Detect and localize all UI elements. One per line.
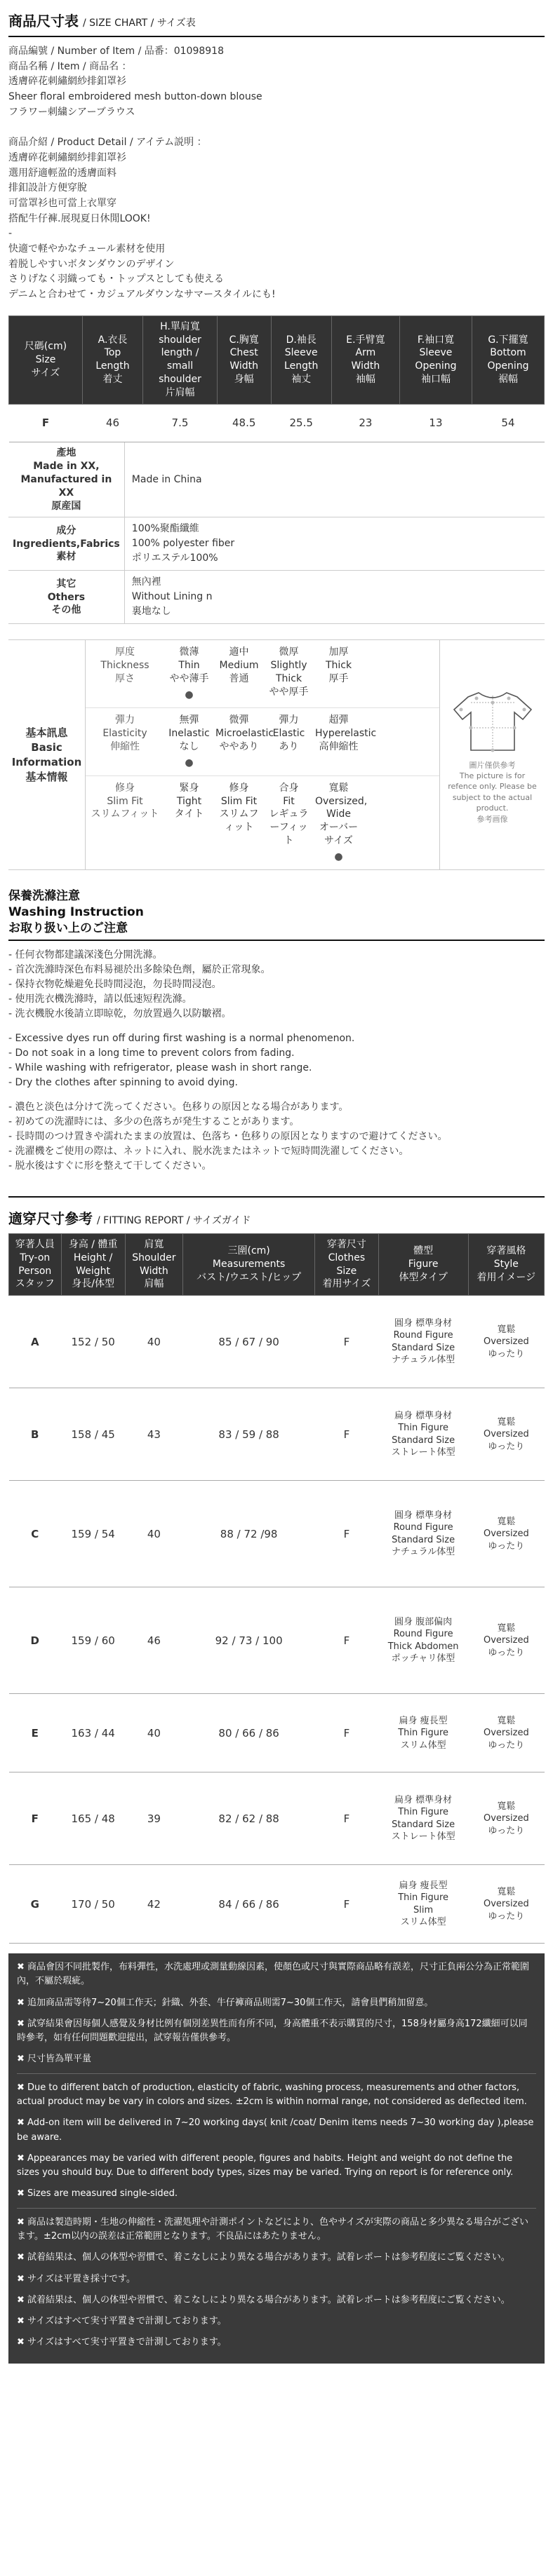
size-table-cell: 46: [82, 405, 142, 442]
care-title-line: 保養洗滌注意: [8, 888, 80, 903]
notes-divider: [17, 2073, 536, 2074]
fitting-table-row: [9, 1481, 545, 1587]
basic-info-option-label: 微薄 Thin やや薄手: [169, 646, 209, 685]
fitting-size: F: [315, 1481, 378, 1587]
fitting-figure: 圓身 標準身材 Round Figure Standard Size ナチュラル体型: [378, 1296, 468, 1388]
basic-info-panel: [8, 639, 545, 869]
care-paragraph: - 任何衣物都建議深淺色分開洗滌。 - 首次洗滌時深色布料易褪於出多餘染色劑，屬於正常現象。 - 保持衣物乾燥避免長時間浸泡，勿長時間浸泡。 - 使用洗衣機洗滌時，請以低速短程洗滌。 - 洗衣機脫水後請立即晾乾，勿放置過久以防皺褶。: [8, 949, 271, 1019]
basic-info-option-label: 寬鬆 Oversized, Wide オーバーサイズ: [315, 782, 368, 847]
basic-info-row-label: 彈力 Elasticity 伸縮性: [102, 714, 147, 752]
selected-dot-icon: ●: [334, 851, 343, 863]
basic-info-row: [86, 708, 439, 776]
fitting-person: A: [9, 1296, 62, 1388]
fitting-person: D: [9, 1587, 62, 1694]
basic-info-option: [314, 776, 368, 869]
fitting-measurements: 85 / 67 / 90: [183, 1296, 315, 1388]
washing-instruction-body: [0, 941, 553, 1191]
materials-label: 其它 Others その他: [8, 571, 124, 624]
note-item: ✖ 試着結果は、個人の体型や習慣で、着こなしにより異なる場合があります。試着レポートは参考程度にご覧ください。: [17, 2252, 510, 2263]
fitting-measurements: 88 / 72 /98: [183, 1481, 315, 1587]
basic-info-option-label: 修身 Slim Fit スリムフィット: [219, 782, 259, 834]
fitting-style: 寬鬆 Oversized ゆったり: [468, 1481, 544, 1587]
fitting-figure: 圓身 腹部偏肉 Round Figure Thick Abdomen ポッチャリ体型: [378, 1587, 468, 1694]
size-chart-subtitle: / SIZE CHART / サイズ表: [83, 18, 196, 29]
size-table-row: [9, 405, 545, 442]
basic-info-option-label: 微彈 Microelastic ややあり: [215, 714, 274, 752]
fitting-table-header: 體型 Figure 体型タイプ: [378, 1233, 468, 1296]
materials-table: [8, 442, 545, 624]
note-item: ✖ Due to different batch of production, elasticity of fabric, washing process, measurements and other factors, actual product may be vary in colors and sizes. ±2cm is within normal range, not considered as deflected item.: [17, 2082, 527, 2108]
fitting-figure: 扁身 瘦長型 Thin Figure Slim スリム体型: [378, 1865, 468, 1944]
note-item: ✖ Sizes are measured single-sided.: [17, 2188, 178, 2199]
materials-label: 產地 Made in XX, Manufactured in XX 原産国: [8, 442, 124, 517]
note-item: ✖ 商品は製造時期・生地の伸縮性・洗濯処理や計測ポイントなどにより、色やサイズが実際の商品と多少異なる場合がございます。±2cm以内の誤差は正常範囲となります。不良品にはあたりません。: [17, 2217, 528, 2242]
basic-info-grid: [86, 640, 439, 869]
fitting-shoulder: 42: [125, 1865, 182, 1944]
fitting-shoulder: 46: [125, 1587, 182, 1694]
fitting-figure: 扁身 瘦長型 Thin Figure スリム体型: [378, 1694, 468, 1772]
basic-info-option: [214, 776, 264, 869]
basic-info-option-label: 彈力 Elastic あり: [272, 714, 305, 752]
materials-row: [8, 517, 545, 571]
basic-info-option: [264, 776, 314, 869]
notes-panel: [8, 1953, 545, 2364]
size-table-header: D.袖長 Sleeve Length 袖丈: [271, 316, 331, 404]
fitting-report-heading: [0, 1198, 553, 1233]
fitting-style: 寬鬆 Oversized ゆったり: [468, 1772, 544, 1865]
materials-value: Made in China: [124, 442, 545, 517]
fitting-height-weight: 159 / 54: [61, 1481, 125, 1587]
selected-dot-icon: ●: [185, 757, 194, 768]
basic-info-option-label: 微厚 Slightly Thick やや厚手: [269, 646, 309, 698]
fitting-size: F: [315, 1865, 378, 1944]
fitting-table-header: 穿著風格 Style 着用イメージ: [468, 1233, 544, 1296]
size-chart-heading: [0, 0, 553, 36]
image-disclaimer: 圖片僅供參考 The picture is for refence only. Please be subject to the actual product. 參考画像: [448, 760, 537, 824]
basic-info-option-label: 合身 Fit レギュラーフィット: [269, 782, 309, 847]
size-table-cell: 48.5: [217, 405, 271, 442]
materials-row: [8, 442, 545, 517]
fitting-figure: 扁身 標準身材 Thin Figure Standard Size ストレート体型: [378, 1388, 468, 1481]
size-table-cell: 13: [399, 405, 472, 442]
fitting-height-weight: 165 / 48: [61, 1772, 125, 1865]
size-table-cell: 25.5: [271, 405, 331, 442]
fitting-measurements: 92 / 73 / 100: [183, 1587, 315, 1694]
materials-value: 100%聚酯纖維 100% polyester fiber ポリエステル100%: [124, 517, 545, 571]
fitting-height-weight: 163 / 44: [61, 1694, 125, 1772]
fitting-size: F: [315, 1296, 378, 1388]
fitting-subtitle: / FITTING REPORT / サイズガイド: [97, 1214, 251, 1226]
fitting-shoulder: 43: [125, 1388, 182, 1481]
fitting-style: 寬鬆 Oversized ゆったり: [468, 1865, 544, 1944]
basic-info-option: [314, 640, 364, 707]
basic-info-option: [214, 708, 274, 775]
size-chart-title: 商品尺寸表: [8, 13, 79, 29]
note-item: ✖ 試着結果は、個人の体型や習慣で、着こなしにより異なる場合があります。試着レポートは参考程度にご覧ください。: [17, 2294, 510, 2305]
fitting-person: B: [9, 1388, 62, 1481]
fitting-table-row: [9, 1587, 545, 1694]
note-item: ✖ Appearances may be varied with different people, figures and habits. Height and weight do not define the sizes you should buy. Due to different body types, sizes may be varied. Trying on report is for reference only.: [17, 2153, 514, 2178]
basic-info-option: [164, 640, 214, 707]
fitting-measurements: 82 / 62 / 88: [183, 1772, 315, 1865]
fitting-table-row: [9, 1694, 545, 1772]
fitting-style: 寬鬆 Oversized ゆったり: [468, 1587, 544, 1694]
fitting-table-row: [9, 1772, 545, 1865]
note-item: ✖ サイズはすべて実寸平置きで計測しております。: [17, 2315, 227, 2326]
fitting-table: [8, 1233, 545, 1944]
fitting-size: F: [315, 1587, 378, 1694]
fitting-table-row: [9, 1865, 545, 1944]
size-table-header: E.手臂寬 Arm Width 袖幅: [331, 316, 399, 404]
fitting-table-header: 三圍(cm) Measurements バスト/ウエスト/ヒップ: [183, 1233, 315, 1296]
fitting-style: 寬鬆 Oversized ゆったり: [468, 1388, 544, 1481]
fitting-style: 寬鬆 Oversized ゆったり: [468, 1694, 544, 1772]
fitting-shoulder: 40: [125, 1694, 182, 1772]
size-table: [8, 316, 545, 442]
fitting-shoulder: 39: [125, 1772, 182, 1865]
washing-instruction-heading: [0, 870, 553, 940]
fitting-table-header: 穿著尺寸 Clothes Size 着用サイズ: [315, 1233, 378, 1296]
fitting-person: F: [9, 1772, 62, 1865]
care-title-line: お取り扱い上のご注意: [8, 921, 128, 935]
fitting-table-header: 身高 / 體重 Height / Weight 身長/体型: [61, 1233, 125, 1296]
size-table-header: H.單肩寬 shoulder length / small shoulder 片肩幅: [143, 316, 218, 404]
fitting-height-weight: 159 / 60: [61, 1587, 125, 1694]
basic-info-option: [314, 708, 377, 775]
fitting-height-weight: 152 / 50: [61, 1296, 125, 1388]
materials-label: 成分 Ingredients,Fabrics 素材: [8, 517, 124, 571]
fitting-figure: 圓身 標準身材 Round Figure Standard Size ナチュラル体型: [378, 1481, 468, 1587]
basic-info-option: [164, 708, 214, 775]
basic-info-option-label: 緊身 Tight タイト: [174, 782, 204, 820]
note-item: ✖ サイズは平置き採寸です。: [17, 2273, 135, 2284]
fitting-measurements: 83 / 59 / 88: [183, 1388, 315, 1481]
basic-info-option: [164, 776, 214, 869]
basic-info-option: [214, 640, 264, 707]
fitting-height-weight: 170 / 50: [61, 1865, 125, 1944]
fitting-measurements: 80 / 66 / 86: [183, 1694, 315, 1772]
fitting-table-header: 穿著人員 Try-on Person スタッフ: [9, 1233, 62, 1296]
size-table-cell: 54: [472, 405, 544, 442]
fitting-size: F: [315, 1772, 378, 1865]
size-table-header: A.衣長 Top Length 着丈: [82, 316, 142, 404]
fitting-shoulder: 40: [125, 1296, 182, 1388]
materials-row: [8, 571, 545, 624]
care-paragraph: - Excessive dyes run off during first washing is a normal phenomenon. - Do not soak in a long time to prevent colors from fading. - While washing with refrigerator, please wash in short range. - Dry the clothes after spinning to avoid dying.: [8, 1032, 355, 1088]
basic-info-row-label: 修身 Slim Fit スリムフィット: [91, 782, 159, 820]
fitting-table-row: [9, 1388, 545, 1481]
tshirt-diagram: [439, 640, 545, 869]
tshirt-outline-icon: [447, 686, 538, 756]
basic-info-option-label: 適中 Medium 普通: [219, 646, 259, 685]
basic-info-option: [264, 640, 314, 707]
fitting-size: F: [315, 1694, 378, 1772]
note-item: ✖ Add-on item will be delivered in 7~20 working days( knit /coat/ Denim items needs 7~30 working day ),please be aware.: [17, 2117, 534, 2143]
basic-info-row: [86, 640, 439, 708]
product-info: 商品編號 / Number of Item / 品番：01098918 商品名稱 / Item / 商品名 ： 透膚碎花刺繡網紗排釦罩衫 Sheer floral embroidered mesh button-down blouse フラワー刺繍シアーブラウス 商品介紹 / Product Detail / アイテム説明 ： 透膚碎花刺繡網紗排釦罩衫 選用舒適輕盈的透膚面料 排釦設計方便穿脫 可當罩衫也可當上衣單穿 搭配牛仔褲.展現夏日休閒LOOK! - 快適で軽やかなチュール素材を使用 着脱しやすいボタンダウンのデザイン さりげなく羽織っても・トップスとしても使える デニムと合わせて・カジュアルダウンなサマースタイルにも!: [8, 46, 276, 300]
care-title-line: Washing Instruction: [8, 904, 144, 919]
size-table-cell: 7.5: [143, 405, 218, 442]
basic-info-row-label: 厚度 Thickness 厚さ: [100, 646, 149, 685]
note-item: ✖ 追加商品需等待7~20個工作天；針織、外套、牛仔褲商品則需7~30個工作天，請會員們稍加留意。: [17, 1997, 434, 2008]
fitting-title: 適穿尺寸參考: [8, 1209, 93, 1227]
size-table-cell: 23: [331, 405, 399, 442]
basic-info-option: [264, 708, 314, 775]
note-item: ✖ 商品會因不同批製作，布料彈性，水洗處理或測量動線因素，使顏色或尺寸與實際商品略有誤差，尺寸正負兩公分為正常範圍內，不屬於瑕疵。: [17, 1962, 530, 1987]
size-table-header: C.胸寬 Chest Width 身幅: [217, 316, 271, 404]
fitting-height-weight: 158 / 45: [61, 1388, 125, 1481]
basic-info-option-label: 加厚 Thick 厚手: [325, 646, 352, 685]
size-table-cell: F: [9, 405, 83, 442]
notes-divider: [17, 2208, 536, 2209]
fitting-size: F: [315, 1388, 378, 1481]
care-paragraph: - 濃色と淡色は分けて洗ってください。色移りの原因となる場合があります。 - 初めての洗濯時には、多少の色落ちが発生することがあります。 - 長時間のつけ置きや濡れたままの放置は、色落ち・色移りの原因となりますので避けてください。 - 洗濯機をご使用の際は、ネットに入れ、脱水洗またはネットで短時間洗濯してください。 - 脱水後はすぐに形を整えて干してください。: [8, 1101, 448, 1172]
fitting-table-header: 肩寬 Shoulder Width 肩幅: [125, 1233, 182, 1296]
basic-info-row: [86, 776, 439, 869]
fitting-shoulder: 40: [125, 1481, 182, 1587]
fitting-measurements: 84 / 66 / 86: [183, 1865, 315, 1944]
size-table-header: 尺碼(cm) Size サイズ: [9, 316, 83, 404]
note-item: ✖ 試穿結果會因每個人感覺及身材比例有個別差異性而有所不同，身高體重不表示購買的尺寸，158身材屬身高172纖細可以同時參考，如有任何問題歡迎提出，試穿報告僅供參考。: [17, 2018, 528, 2043]
fitting-person: G: [9, 1865, 62, 1944]
materials-value: 無內裡 Without Lining n 裏地なし: [124, 571, 545, 624]
fitting-table-row: [9, 1296, 545, 1388]
basic-info-option-label: 超彈 Hyperelastic 高伸縮性: [315, 714, 377, 752]
fitting-style: 寬鬆 Oversized ゆったり: [468, 1296, 544, 1388]
note-item: ✖ サイズはすべて実寸平置きで計測しております。: [17, 2337, 227, 2347]
basic-info-label: 基本訊息 Basic Information 基本情報: [8, 640, 86, 869]
note-item: ✖ 尺寸皆為單平量: [17, 2054, 92, 2065]
basic-info-option-label: 無彈 Inelastic なし: [168, 714, 210, 752]
size-table-header: F.袖口寬 Sleeve Opening 袖口幅: [399, 316, 472, 404]
fitting-person: E: [9, 1694, 62, 1772]
size-table-header: G.下擺寬 Bottom Opening 裾幅: [472, 316, 544, 404]
selected-dot-icon: ●: [185, 689, 194, 701]
fitting-person: C: [9, 1481, 62, 1587]
fitting-figure: 扁身 標準身材 Thin Figure Standard Size ストレート体型: [378, 1772, 468, 1865]
